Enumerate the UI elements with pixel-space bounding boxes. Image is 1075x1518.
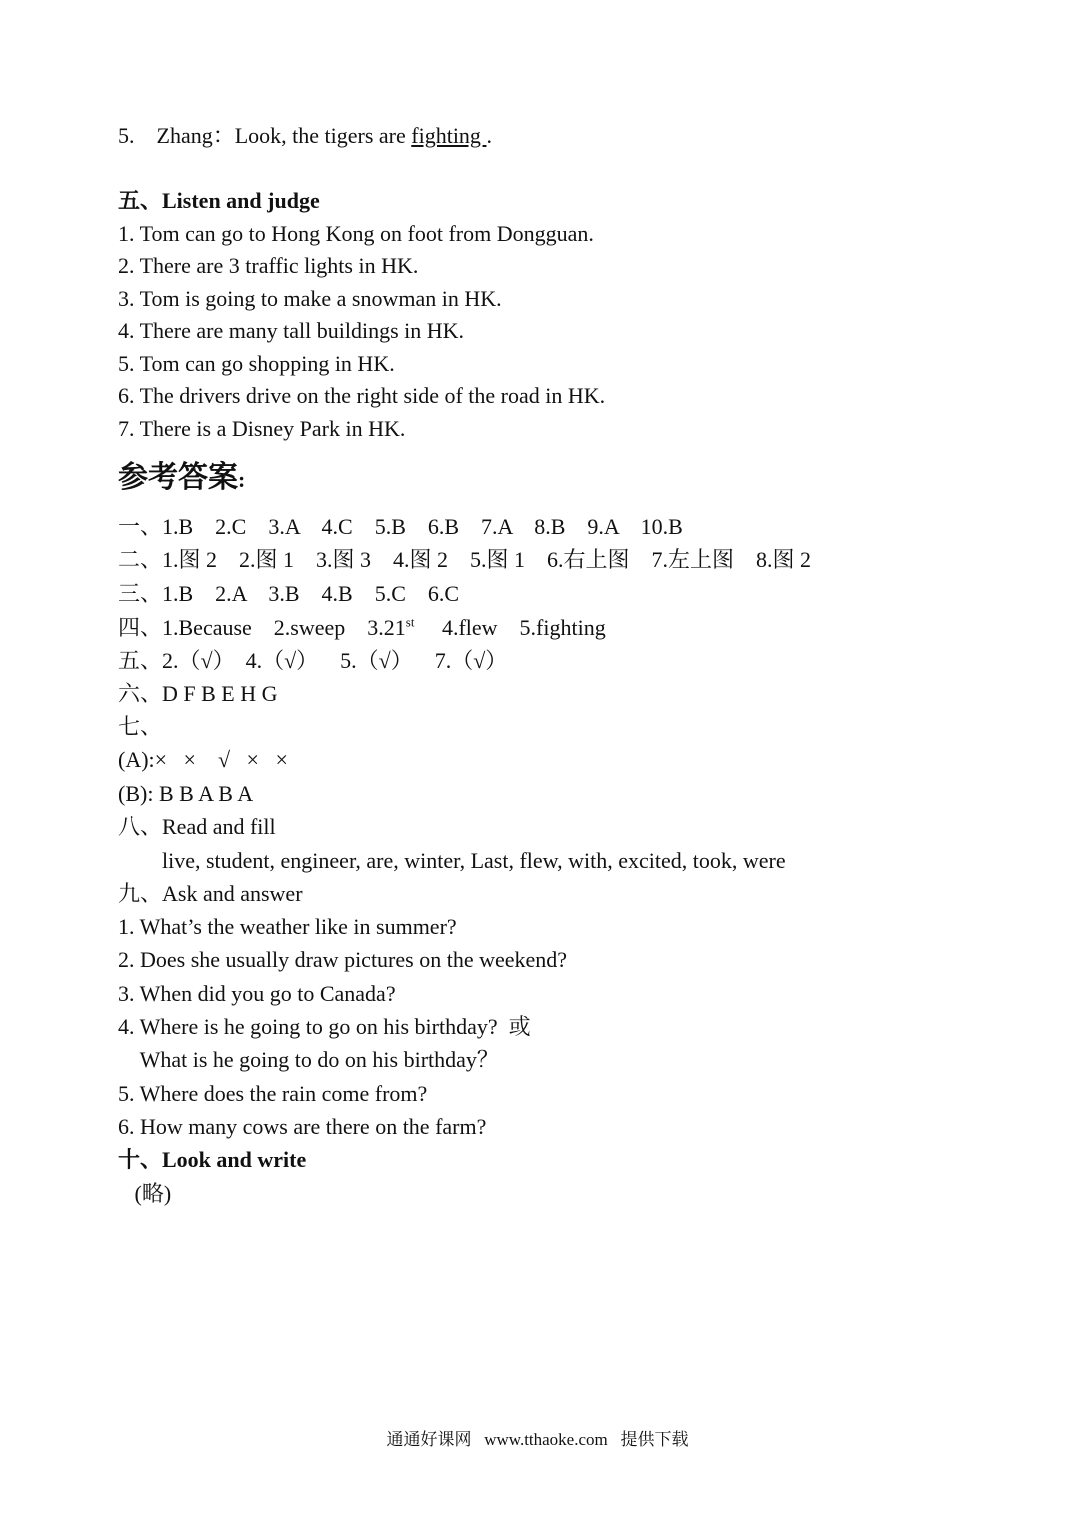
section-heading: 五、Listen and judge	[118, 188, 320, 213]
list-item: 3. When did you go to Canada?	[118, 981, 396, 1006]
answer-key-title	[118, 458, 245, 500]
answer-text: 4.flew 5.fighting	[414, 615, 606, 640]
answer-line: 一、1.B 2.C 3.A 4.C 5.B 6.B 7.A 8.B 9.A 10.B	[118, 514, 683, 539]
answer-line: 六、D F B E H G	[118, 681, 278, 706]
answer-line	[118, 613, 606, 643]
list-item: 5. Where does the rain come from?	[118, 1081, 428, 1106]
answer-line: 二、1.图 2 2.图 1 3.图 3 4.图 2 5.图 1 6.右上图 7.左上图 8.图 2	[118, 547, 812, 572]
answer-line: (A):× × √ × ×	[118, 747, 288, 772]
answer-line: (B): B B A B A	[118, 781, 254, 806]
answer-line: 九、Ask and answer	[118, 881, 303, 906]
question-line	[118, 121, 492, 151]
answer-blank: fighting	[411, 123, 487, 148]
answer-line: live, student, engineer, are, winter, Last, flew, with, excited, took, were	[118, 848, 786, 873]
answer-line: 三、1.B 2.A 3.B 4.B 5.C 6.C	[118, 581, 460, 606]
list-item: 4. There are many tall buildings in HK.	[118, 318, 465, 343]
list-item: 1. What’s the weather like in summer?	[118, 914, 457, 939]
list-item: 6. The drivers drive on the right side of the road in HK.	[118, 383, 606, 408]
answer-key-colon: :	[238, 467, 246, 492]
list-item: What is he going to do on his birthday？	[118, 1047, 499, 1072]
page-footer: 通通好课网 www.tthaoke.com 提供下载	[386, 1430, 689, 1449]
question-text: 5. Zhang：Look, the tigers are	[118, 123, 412, 148]
section-heading: 十、Look and write	[118, 1147, 307, 1172]
list-item: 2. There are 3 traffic lights in HK.	[118, 253, 419, 278]
question-end: .	[486, 123, 492, 148]
list-item: 6. How many cows are there on the farm?	[118, 1114, 487, 1139]
ordinal-suffix: st	[405, 614, 415, 630]
answer-line: 五、2.（√） 4.（√） 5.（√） 7.（√）	[118, 648, 508, 673]
list-item: 2. Does she usually draw pictures on the weekend?	[118, 947, 568, 972]
answer-line: (略)	[118, 1181, 172, 1206]
answer-text: 四、1.Because 2.sweep 3.21	[118, 615, 406, 640]
answer-line: 八、Read and fill	[118, 814, 276, 839]
answer-key-title-text: 参考答案	[118, 461, 238, 494]
list-item: 5. Tom can go shopping in HK.	[118, 351, 395, 376]
list-item: 4. Where is he going to go on his birthday? 或	[118, 1014, 531, 1039]
answer-line: 七、	[118, 714, 163, 739]
list-item: 1. Tom can go to Hong Kong on foot from Dongguan.	[118, 221, 594, 246]
list-item: 3. Tom is going to make a snowman in HK.	[118, 286, 502, 311]
list-item: 7. There is a Disney Park in HK.	[118, 416, 406, 441]
